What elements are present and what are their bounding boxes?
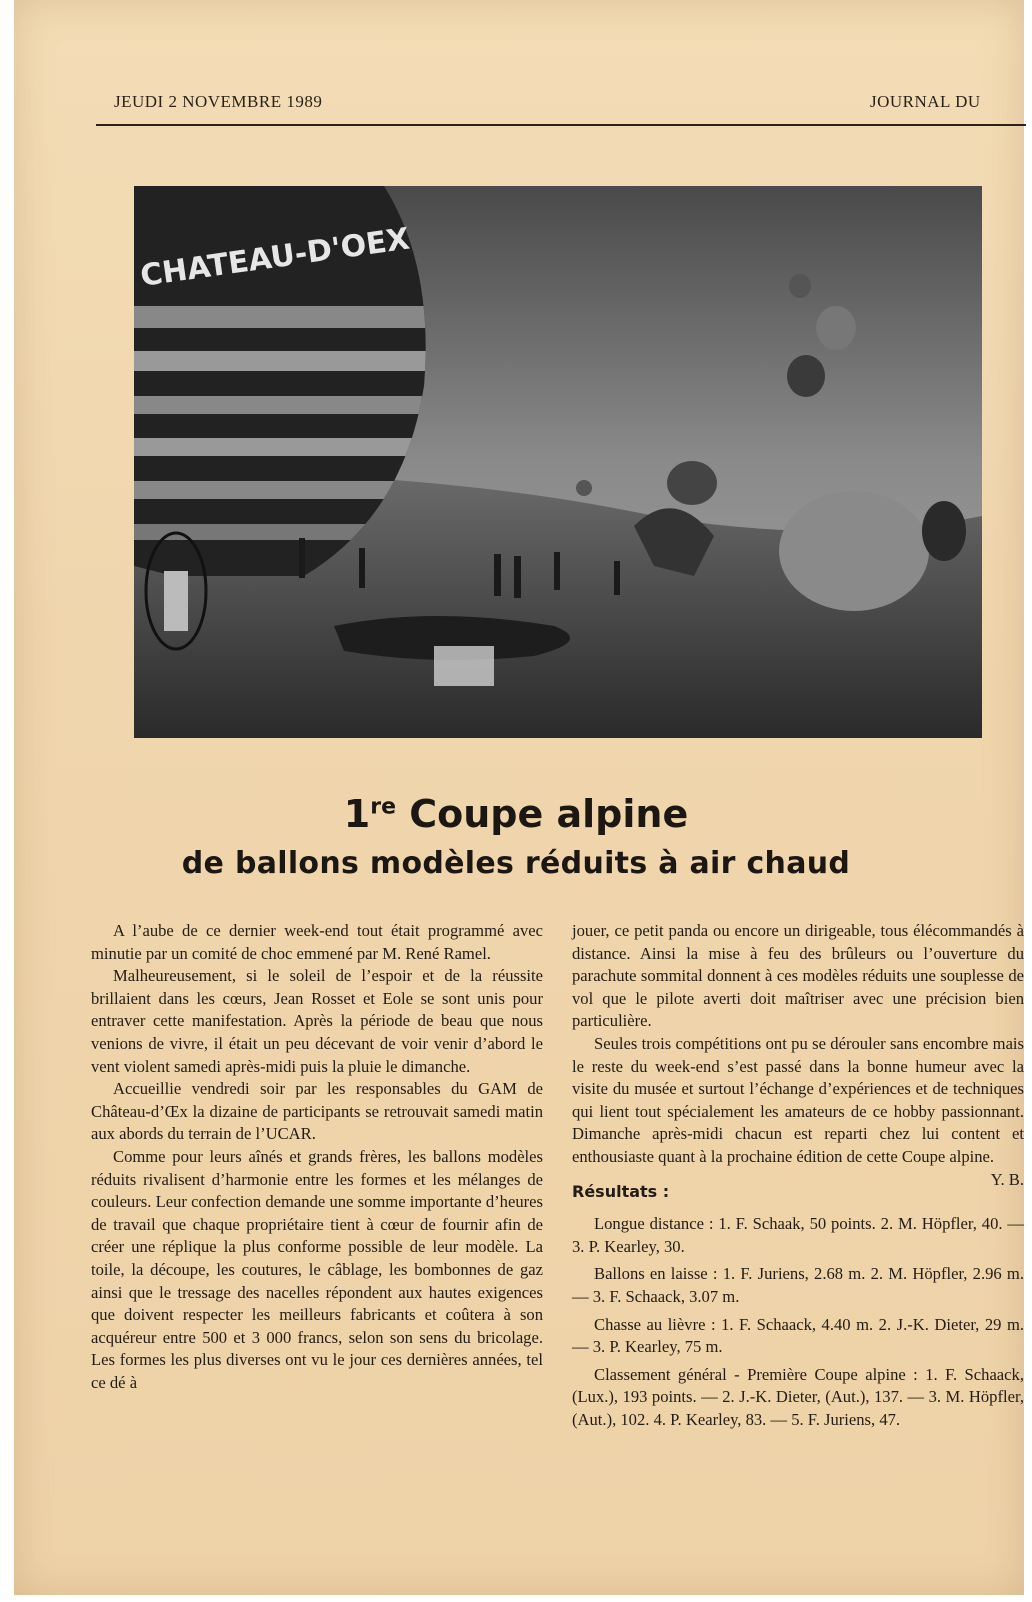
distant-balloon bbox=[789, 274, 811, 298]
paragraph: Comme pour leurs aînés et grands frères, les ballons modèles réduits rivalisent d’harmonie entre les formes et les mélanges de couleurs. Leur confection demande une somme importante d’heures de travail que chaque propriétaire tient à cœur de fournir afin de créer une réplique la plus conforme possible de leur modèle. La toile, la découpe, les coutures, le câblage, les bombonnes de gaz ainsi que le tressage des nacelles répondent aux hautes exigences que doivent respecter les meilleurs fabricants et coûtera à son acquéreur entre 500 et 3 000 francs, selon son sens du bricolage. Les formes les plus diverses ont vu le jour ces dernières années, tel ce dé à bbox=[91, 1146, 543, 1392]
basket bbox=[434, 646, 494, 686]
distant-balloon bbox=[667, 461, 717, 505]
balloon-photo-drawing bbox=[134, 186, 982, 738]
header-rule bbox=[96, 124, 1026, 126]
author-signature: Y. B. bbox=[990, 1169, 1024, 1189]
paragraph: A l’aube de ce dernier week-end tout était programmé avec minutie par un comité de choc emmené par M. René Ramel. bbox=[91, 921, 543, 963]
article-column-left bbox=[91, 920, 543, 1394]
headline-main: 1re Coupe alpine bbox=[343, 792, 689, 836]
newspaper-name: JOURNAL DU bbox=[870, 92, 981, 111]
result-item: Longue distance : 1. F. Schaak, 50 points. 2. M. Höpfler, 40. — 3. P. Kearley, 30. bbox=[572, 1214, 1024, 1256]
paragraph: Malheureusement, si le soleil de l’espoir et de la réussite brillaient dans les cœurs, Jean Rosset et Eole se sont unis pour entraver cette manifestation. Après la période de beau que nous venions de vivre, il était un peu décevant de voir venir d’abord le vent violent samedi après-midi puis la pluie le dimanche. bbox=[91, 966, 543, 1076]
paragraph: jouer, ce petit panda ou encore un dirigeable, tous élécommandés à distance. Ainsi la mise à feu des brûleurs ou l’ouverture du parachute sommital donnent à ces modèles réduits une souplesse de vol que le pilote averti doit maîtriser avec une précision bien particulière. bbox=[572, 921, 1024, 1031]
result-item: Ballons en laisse : 1. F. Juriens, 2.68 m. 2. M. Höpfler, 2.96 m. — 3. F. Schaack, 3.07 m. bbox=[572, 1264, 1024, 1306]
headline-sub: de ballons modèles réduits à air chaud bbox=[181, 846, 851, 881]
distant-balloon bbox=[576, 480, 592, 496]
issue-date: JEUDI 2 NOVEMBRE 1989 bbox=[114, 92, 323, 111]
distant-balloon bbox=[787, 355, 825, 397]
balloon-photo bbox=[134, 186, 982, 738]
result-item: Chasse au lièvre : 1. F. Schaack, 4.40 m. 2. J.-K. Dieter, 29 m. — 3. P. Kearley, 75 m. bbox=[572, 1314, 1024, 1357]
person bbox=[164, 571, 188, 631]
inflating-balloon bbox=[779, 491, 929, 611]
inflating-balloon bbox=[922, 501, 966, 561]
distant-balloon bbox=[816, 306, 856, 350]
paragraph: Accueillie vendredi soir par les responsables du GAM de Château-d’Œx la dizaine de participants se retrouvait samedi matin aux abords du terrain de l’UCAR. bbox=[91, 1079, 543, 1144]
paragraph: Seules trois compétitions ont pu se dérouler sans encombre mais le reste du week-end s’est passé dans la bonne humeur avec la visite du musée et surtout l’échange d’expériences et de techniques qui lient tout spécialement les amateurs de ce hobby passionnant. Dimanche après-midi chacun est reparti chez lui content et enthousiaste quant à la prochaine édition de cette Coupe alpine. Y. B. bbox=[572, 1033, 1024, 1169]
article-column-right bbox=[572, 920, 1024, 1431]
results-heading: Résultats : bbox=[572, 1181, 670, 1201]
balloon-logo-text: CHATEAU-D'OEX bbox=[138, 221, 412, 294]
result-item: Classement général - Première Coupe alpine : 1. F. Schaack, (Lux.), 193 points. — 2. J.-K. Dieter, (Aut.), 137. — 3. M. Höpfler, (Aut.), 102. 4. P. Kearley, 83. — 5. F. Juriens, 47. bbox=[572, 1364, 1024, 1429]
